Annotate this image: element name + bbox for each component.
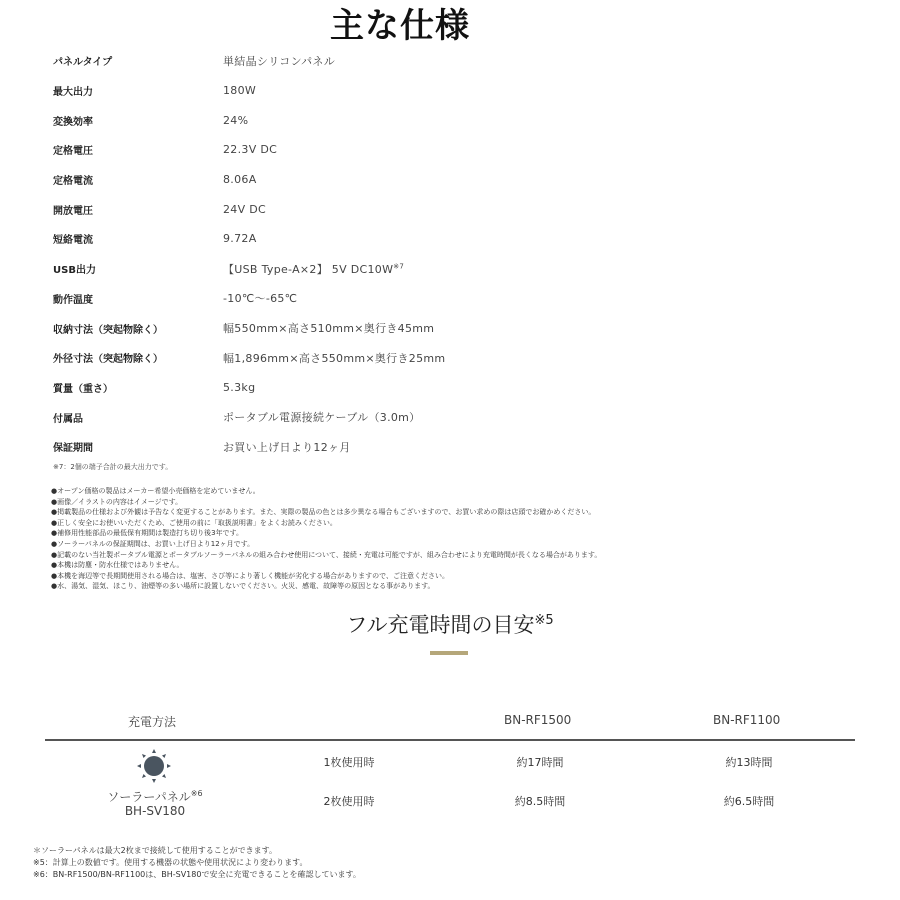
header-bn-rf1100: BN-RF1100	[713, 713, 781, 727]
spec-value: ポータブル電源接続ケーブル（3.0m）	[223, 411, 421, 425]
spec-table	[53, 46, 853, 462]
spec-value: 22.3V DC	[223, 143, 278, 157]
spec-row-accessories	[53, 402, 853, 432]
note-item: ●本機を海辺等で長期間使用される場合は、塩害、さび等により著しく機能が劣化する場合がありますので、ご注意ください。	[51, 571, 449, 580]
spec-row-rated-voltage	[53, 135, 853, 165]
note-item: ●記載のない当社製ポータブル電源とポータブルソーラーパネルの組み合わせ使用について、接続・充電は可能ですが、組み合わせにより充電時間が長くなる場合があります。	[51, 550, 602, 559]
footnotes	[33, 845, 853, 880]
spec-value: 24V DC	[223, 202, 266, 216]
spec-row-open-voltage	[53, 194, 853, 224]
charge-table-header	[45, 707, 855, 733]
note-item: ●オープン価格の製品はメーカー希望小売価格を定めていません。	[51, 487, 260, 495]
note-item: ●水、湯気、湿気、ほこり、油煙等の多い場所に設置しないでください。火災、感電、故障等の原因となる事があります。	[51, 582, 435, 591]
spec-row-short-current	[53, 224, 853, 254]
spec-label: 質量（重さ）	[53, 383, 113, 395]
table-divider	[45, 739, 855, 741]
note-item: ●正しく安全にお使いいただくため、ご使用の前に「取扱説明書」をよくお読みください。	[51, 518, 337, 527]
footnote-item: ※6：BN-RF1500/BN-RF1100は、BH-SV180で安全に充電できることを確認しています。	[33, 869, 361, 879]
product-name	[100, 790, 210, 818]
spec-value: お買い上げ日より12ヶ月	[223, 440, 351, 454]
spec-label: 定格電流	[53, 176, 93, 188]
time-cell-rf1100: 約6.5時間	[723, 795, 775, 808]
footnote-item: ＊ソーラーパネルは最大2枚まで接続して使用することができます。	[33, 846, 278, 855]
product-line1-text: ソーラーパネル	[107, 790, 191, 804]
spec-row-storage-size	[53, 313, 853, 343]
spec-value: 8.06A	[223, 173, 257, 187]
spec-value	[223, 261, 404, 277]
header-method: 充電方法	[128, 715, 177, 729]
footnote-marker: ※6	[190, 789, 203, 798]
page-title: 主な仕様	[330, 6, 470, 46]
usage-cell: 2枚使用時	[323, 795, 375, 808]
spec-value-text: 【USB Type-A×2】 5V DC10W	[223, 262, 394, 276]
spec-row-outer-size	[53, 343, 853, 373]
spec-value: 単結晶シリコンパネル	[223, 54, 336, 68]
footnote-item: ※5：計算上の数値です。使用する機器の状態や使用状況により変わります。	[33, 857, 308, 867]
spec-label: 短絡電流	[53, 235, 93, 247]
usage-cell: 1枚使用時	[323, 756, 375, 769]
spec-label: 開放電圧	[53, 205, 93, 217]
spec-label: 収納寸法（突起物除く）	[53, 324, 163, 336]
header-bn-rf1500: BN-RF1500	[504, 713, 572, 727]
note-item: ●掲載製品の仕様および外観は予告なく変更することがあります。また、実際の製品の色とは多少異なる場合もございますので、お買い求めの際は店頭でお確かめください。	[51, 508, 596, 517]
note-item: ●ソーラーパネルの保証期間は、お買い上げ日より12ヶ月です。	[51, 539, 255, 548]
spec-row-efficiency	[53, 105, 853, 135]
spec-row-rated-current	[53, 165, 853, 195]
spec-label: 定格電圧	[53, 146, 93, 158]
note-item: ●本機は防塵・防水仕様ではありません。	[51, 561, 184, 570]
spec-footnote: ※7：2個の端子合計の最大出力です。	[53, 463, 173, 471]
time-cell-rf1100: 約13時間	[725, 756, 773, 769]
spec-label: 最大出力	[53, 87, 93, 99]
spec-row-panel-type	[53, 46, 853, 76]
note-item: ●補修用性能部品の最低保有期間は製造打ち切り後3年です。	[51, 529, 244, 538]
spec-value: 24%	[223, 113, 249, 127]
spec-label: 付属品	[53, 413, 83, 425]
time-cell-rf1500: 約17時間	[516, 756, 564, 769]
spec-row-warranty	[53, 432, 853, 462]
spec-value: 幅1,896mm×高さ550mm×奥行き25mm	[223, 351, 446, 365]
spec-row-max-output	[53, 76, 853, 106]
time-cell-rf1500: 約8.5時間	[514, 795, 566, 808]
spec-label: USB出力	[53, 265, 96, 277]
footnote-marker: ※5	[534, 613, 554, 628]
charge-section-title	[0, 608, 900, 642]
title-underline	[430, 651, 468, 655]
spec-row-weight	[53, 373, 853, 403]
spec-value: 幅550mm×高さ510mm×奥行き45mm	[223, 322, 435, 336]
sun-icon	[136, 748, 172, 784]
spec-value: 180W	[223, 84, 257, 98]
note-item: ●画像／イラストの内容はイメージです。	[51, 497, 183, 506]
spec-value: 9.72A	[223, 232, 257, 246]
spec-row-usb-output	[53, 254, 853, 284]
spec-row-temperature	[53, 284, 853, 314]
product-line1	[100, 790, 210, 804]
spec-label: パネルタイプ	[53, 57, 113, 69]
notes-list	[51, 486, 851, 592]
spec-label: 変換効率	[53, 116, 93, 128]
spec-label: 動作温度	[53, 294, 93, 306]
product-model: BH-SV180	[124, 804, 186, 818]
spec-label: 保証期間	[53, 443, 93, 455]
spec-value: 5.3kg	[223, 380, 256, 394]
spec-value: -10℃〜-65℃	[223, 292, 298, 306]
spec-label: 外径寸法（突起物除く）	[53, 354, 163, 366]
charge-title-text: フル充電時間の目安	[346, 613, 535, 637]
footnote-marker: ※7	[393, 262, 405, 270]
